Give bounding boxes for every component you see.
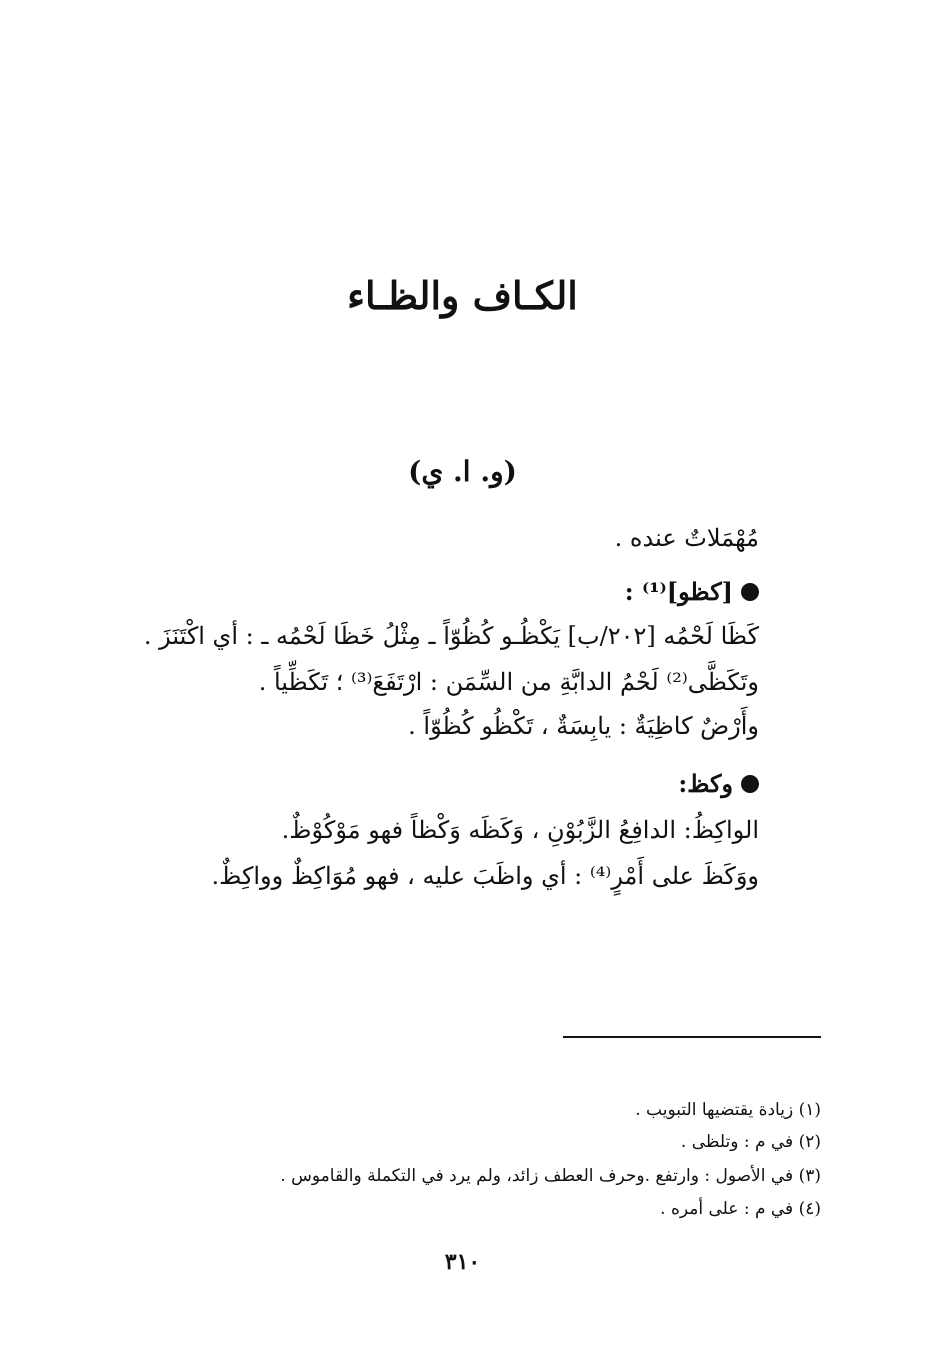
page-number: ٣١٠ bbox=[444, 1249, 481, 1275]
footnote: (٣) في الأصول : وارتفع .وحرف العطف زائد، ولم يرد في التكملة والقاموس . bbox=[280, 1166, 821, 1186]
entry-heading-text: [كظو]⁽¹⁾ : bbox=[624, 577, 733, 606]
entry-line: وتَكَظَّى⁽²⁾ لَحْمُ الدابَّةِ من السِّمَن : ارْتَفَعَ⁽³⁾ ؛ تَكَظِّياً . bbox=[258, 668, 759, 696]
bullet-icon bbox=[741, 583, 759, 601]
entry-line: كَظَا لَحْمُه [٢٠٢/ب] يَكْظُـو كُظُوّاً ـ مِثْلُ خَظَا لَحْمُه ـ : أي اكْتَنَزَ . bbox=[143, 622, 759, 650]
footnote-separator bbox=[563, 1036, 821, 1038]
entry-line: وأَرْضٌ كاظِيَةٌ : يابِسَةٌ ، تَكْظُو كُظُوّاً . bbox=[408, 712, 759, 740]
footnote: (٢) في م : وتلظى . bbox=[680, 1132, 821, 1152]
entry-heading-text: وكظ: bbox=[678, 769, 733, 798]
bullet-icon bbox=[741, 775, 759, 793]
entry-heading bbox=[678, 764, 759, 804]
chapter-title: الكـاف والظـاء bbox=[347, 273, 578, 318]
footnote: (١) زيادة يقتضيها التبويب . bbox=[635, 1100, 821, 1120]
entry-line: الواكِظُ: الدافِعُ الزَّبُوْنِ ، وَكَظَه وَكْظاً فهو مَوْكُوْظٌ. bbox=[281, 816, 759, 844]
entry-line: ووَكَظَ على أَمْرٍ⁽⁴⁾ : أي واظَبَ عليه ، فهو مُوَاكِظٌ وواكِظٌ. bbox=[211, 862, 759, 890]
section-title: (و. ا. ي) bbox=[408, 455, 517, 488]
entry-heading bbox=[625, 572, 759, 612]
footnote: (٤) في م : على أمره . bbox=[660, 1199, 821, 1219]
intro-text: مُهْمَلاتٌ عنده . bbox=[614, 524, 759, 552]
